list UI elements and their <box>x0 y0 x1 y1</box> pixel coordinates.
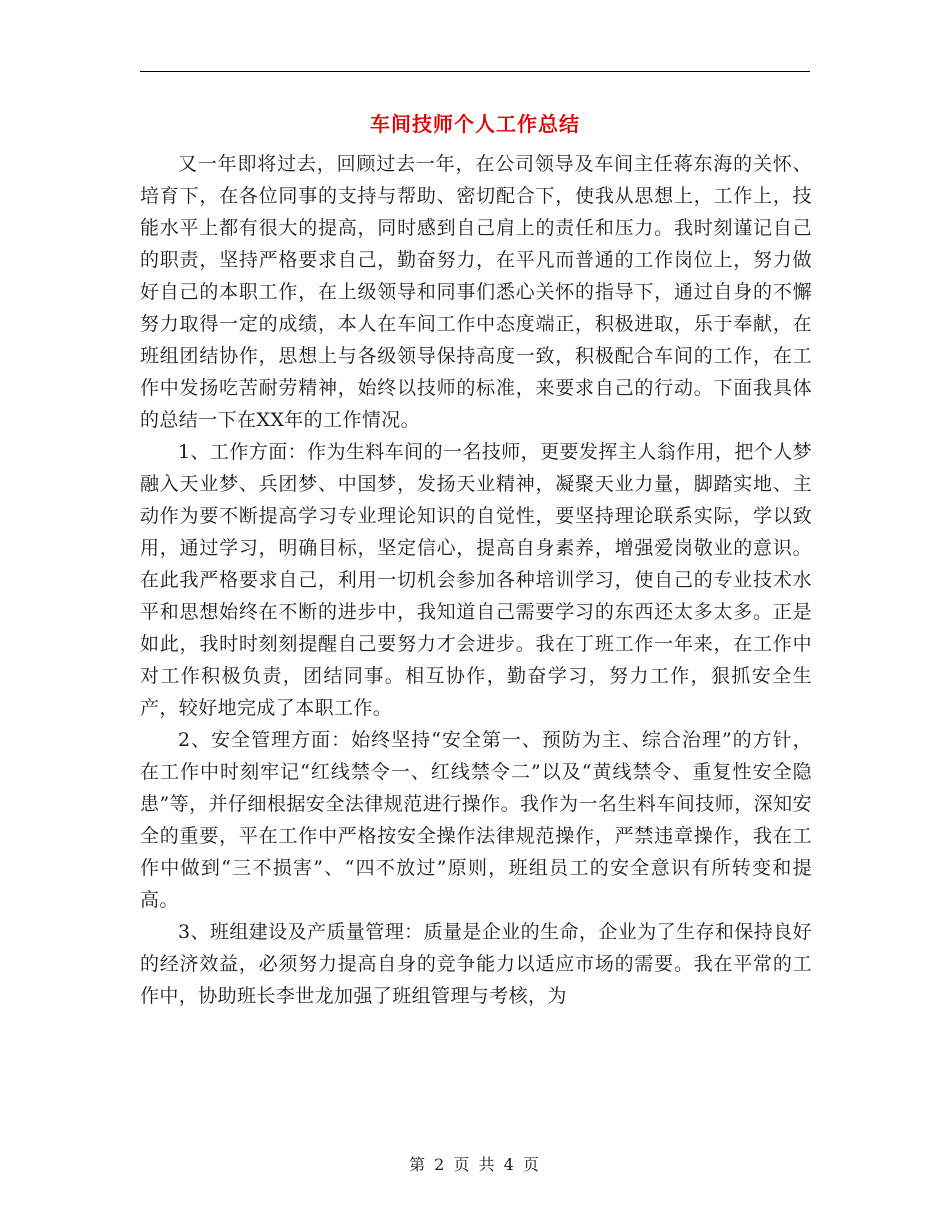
header-rule <box>140 71 810 72</box>
paragraph-safety: 2、安全管理方面：始终坚持“安全第一、预防为主、综合治理”的方针，在工作中时刻牢记“红线禁令一、红线禁令二”以及“黄线禁令、重复性安全隐患”等，并仔细根据安全法律规范进行操作。我作为一名生料车间技师，深知安全的重要，平在工作中严格按安全操作法律规范操作，严禁违章操作，我在工作中做到“三不损害”、“四不放过”原则，班组员工的安全意识有所转变和提高。 <box>140 729 812 911</box>
paragraph-work: 1、工作方面：作为生料车间的一名技师，更要发挥主人翁作用，把个人梦融入天业梦、兵团梦、中国梦，发扬天业精神，凝聚天业力量，脚踏实地、主动作为要不断提高学习专业理论知识的自觉性，要坚持理论联系实际，学以致用，通过学习，明确目标，坚定信心，提高自身素养，增强爱岗敬业的意识。在此我严格要求自己，利用一切机会参加各种培训学习，使自己的专业技术水平和思想始终在不断的进步中，我知道自己需要学习的东西还太多太多。正是如此，我时时刻刻提醒自己要努力才会进步。我在丁班工作一年来，在工作中对工作积极负责，团结同事。相互协作，勤奋学习，努力工作，狠抓安全生产，较好地完成了本职工作。 <box>140 441 812 719</box>
page-number: 第 2 页 共 4 页 <box>409 1155 541 1174</box>
document-title: 车间技师个人工作总结 <box>370 112 580 136</box>
paragraph-intro: 又一年即将过去，回顾过去一年，在公司领导及车间主任蒋东海的关怀、培育下，在各位同事的支持与帮助、密切配合下，使我从思想上，工作上，技能水平上都有很大的提高，同时感到自己肩上的责任和压力。我时刻谨记自己的职责，坚持严格要求自己，勤奋努力，在平凡而普通的工作岗位上，努力做好自己的本职工作，在上级领导和同事们悉心关怀的指导下，通过自身的不懈努力取得一定的成绩，本人在车间工作中态度端正，积极进取，乐于奉献，在班组团结协作，思想上与各级领导保持高度一致，积极配合车间的工作，在工作中发扬吃苦耐劳精神，始终以技师的标准，来要求自己的行动。下面我具体的总结一下在XX年的工作情况。 <box>140 153 812 431</box>
paragraph-quality: 3、班组建设及产质量管理：质量是企业的生命，企业为了生存和保持良好的经济效益，必须努力提高自身的竞争能力以适应市场的需要。我在平常的工作中，协助班长李世龙加强了班组管理与考核，为 <box>140 921 812 1007</box>
document-body <box>140 148 812 1012</box>
